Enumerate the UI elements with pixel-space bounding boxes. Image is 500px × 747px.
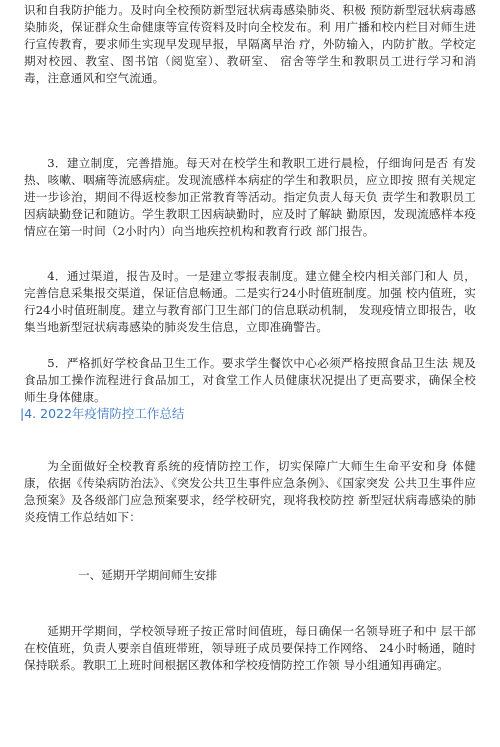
section-heading: |4. 2022年疫情防控工作总结 xyxy=(20,406,185,421)
paragraph-intro: 为全面做好全校教育系统的疫情防控工作，切实保障广大师生生命平安和身 体健康，依据《传染病防治法》、《突发公共卫生事件应急条例》、《国家突发 公共卫生事件应急预案》及各级部门应急预案要求，经学校研究，现将我校防控 新型冠状病毒感染的肺炎疫情工作总结如下： xyxy=(24,459,476,524)
subsection-heading: 一、延期开学期间师生安排 xyxy=(78,568,218,582)
paragraph-reporting: 4．通过渠道，报告及时。一是建立零报表制度。建立健全校内相关部门和人 员，完善信息采集报交渠道，保证信息畅通。二是实行24小时值班制度。加强 校内值班，实行24小时值班制度。建立与教育部门卫生部门的信息联动机制， 发现疫情立即报告，收集当地新型冠状病毒感染的肺炎发生信息，立即准确警告。 xyxy=(24,269,476,334)
paragraph-awareness: 识和自我防护能力。及时向全校预防新型冠状病毒感染肺炎、积极 预防新型冠状病毒感染肺炎，保证群众生命健康等宣传资料及时向全校发布。利 用广播和校内栏目对师生进行宣传教育，要求师生实现早发现早报，早隔离早治 疗，外防输入，内防扩散。学校定期对校园、教室、图书馆（阅览室）、教研室、 宿舍等学生和教职员工进行学习和消毒，注意通风和空气流通。 xyxy=(24,3,476,85)
paragraph-food-hygiene: 5．严格抓好学校食品卫生工作。要求学生餐饮中心必须严格按照食品卫生法 规及食品加工操作流程进行食品加工，对食堂工作人员健康状况提出了更高要求，确保全校师生身体健康。 xyxy=(24,356,476,404)
paragraph-system: 3．建立制度，完善措施。每天对在校学生和教职工进行晨检，仔细询问是否 有发热、咳嗽、咽痛等流感病症。发现流感样本病症的学生和教职员，应立即按 照有关规定进一步诊治，期间不得返校参加正常教育等活动。指定负责人每天负 责学生和教职员工因病缺勤登记和随访。学生教职工因病缺勤时，应及时了解缺 勤原因，发现流感样本疫情应在第一时间（2小时内）向当地疾控机构和教育行政 部门报告。 xyxy=(24,156,476,238)
paragraph-arrangements: 延期开学期间，学校领导班子按正常时间值班，每日确保一名领导班子和中 层干部在校值班，负责人要亲自值班带班，领导班子成员要保持工作网络、 24小时畅通，随时保持联系。教职工上班时间根据区教体和学校疫情防控工作领 导小组通知再确定。 xyxy=(24,624,476,672)
